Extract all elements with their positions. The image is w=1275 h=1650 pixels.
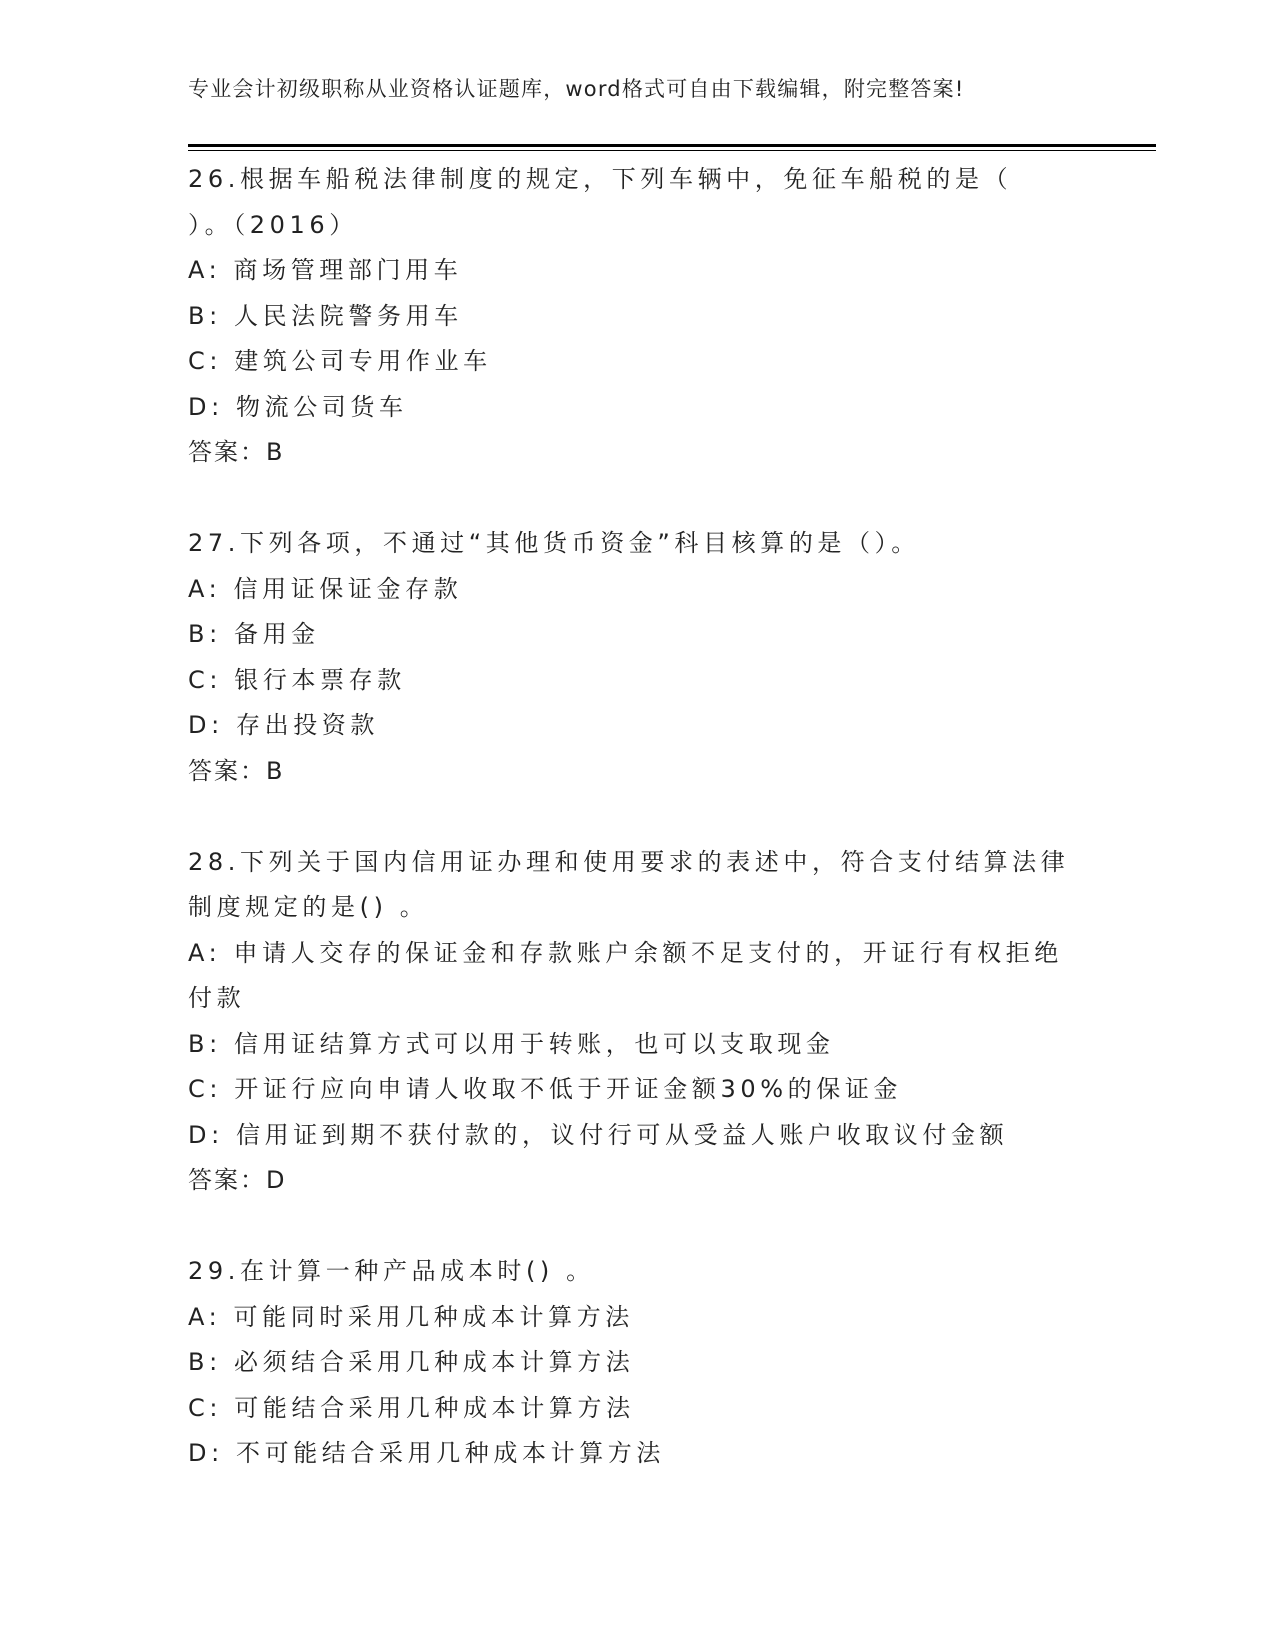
option-b: B: 人民法院警务用车 (188, 301, 463, 330)
option-c: C: 建筑公司专用作业车 (188, 347, 492, 375)
question-list (188, 157, 1088, 1477)
question-stem-line: 27.下列各项，不通过“其他货币资金”科目核算的是（）。 (188, 529, 920, 557)
header-rule-thick (188, 144, 1156, 147)
option-d: D: 不可能结合采用几种成本计算方法 (188, 1439, 665, 1467)
option-a: A: 可能同时采用几种成本计算方法 (188, 1302, 634, 1331)
option-a: A: 申请人交存的保证金和存款账户余额不足支付的，开证行有权拒绝 (188, 938, 1063, 967)
option-c: C: 可能结合采用几种成本计算方法 (188, 1393, 635, 1422)
question-stem-line: 29.在计算一种产品成本时() 。 (188, 1257, 595, 1285)
answer-line: 答案：D (188, 1166, 287, 1194)
option-c: C: 开证行应向申请人收取不低于开证金额30%的保证金 (188, 1075, 903, 1103)
answer-line: 答案：B (188, 756, 285, 785)
option-c: C: 银行本票存款 (188, 665, 406, 694)
question-stem-line: 28.下列关于国内信用证办理和使用要求的表述中，符合支付结算法律 (188, 847, 1070, 876)
question-stem-line: 26.根据车船税法律制度的规定，下列车辆中，免征车船税的是（ (188, 165, 1013, 193)
question-stem-line: 制度规定的是() 。 (188, 893, 429, 921)
page-header: 专业会计初级职称从业资格认证题库，word格式可自由下载编辑，附完整答案! (188, 77, 965, 101)
option-b: B: 备用金 (188, 620, 320, 648)
question-29 (188, 1249, 1088, 1477)
option-b: B: 必须结合采用几种成本计算方法 (188, 1348, 635, 1376)
option-a: A: 信用证保证金存款 (188, 574, 463, 603)
question-26 (188, 157, 1088, 476)
option-d: D: 存出投资款 (188, 711, 379, 739)
option-a: A: 商场管理部门用车 (188, 256, 463, 284)
option-a-continued: 付款 (188, 984, 246, 1012)
spacer (188, 794, 1088, 840)
option-d: D: 信用证到期不获付款的，议付行可从受益人账户收取议付金额 (188, 1120, 1009, 1149)
answer-line: 答案：B (188, 438, 285, 466)
header-rule-thin (188, 150, 1156, 151)
option-b: B: 信用证结算方式可以用于转账，也可以支取现金 (188, 1029, 835, 1058)
spacer (188, 476, 1088, 522)
option-d: D: 物流公司货车 (188, 392, 408, 421)
question-28 (188, 840, 1088, 1204)
question-stem-line: ）。（2016） (188, 210, 358, 239)
spacer (188, 1204, 1088, 1250)
question-27 (188, 521, 1088, 794)
